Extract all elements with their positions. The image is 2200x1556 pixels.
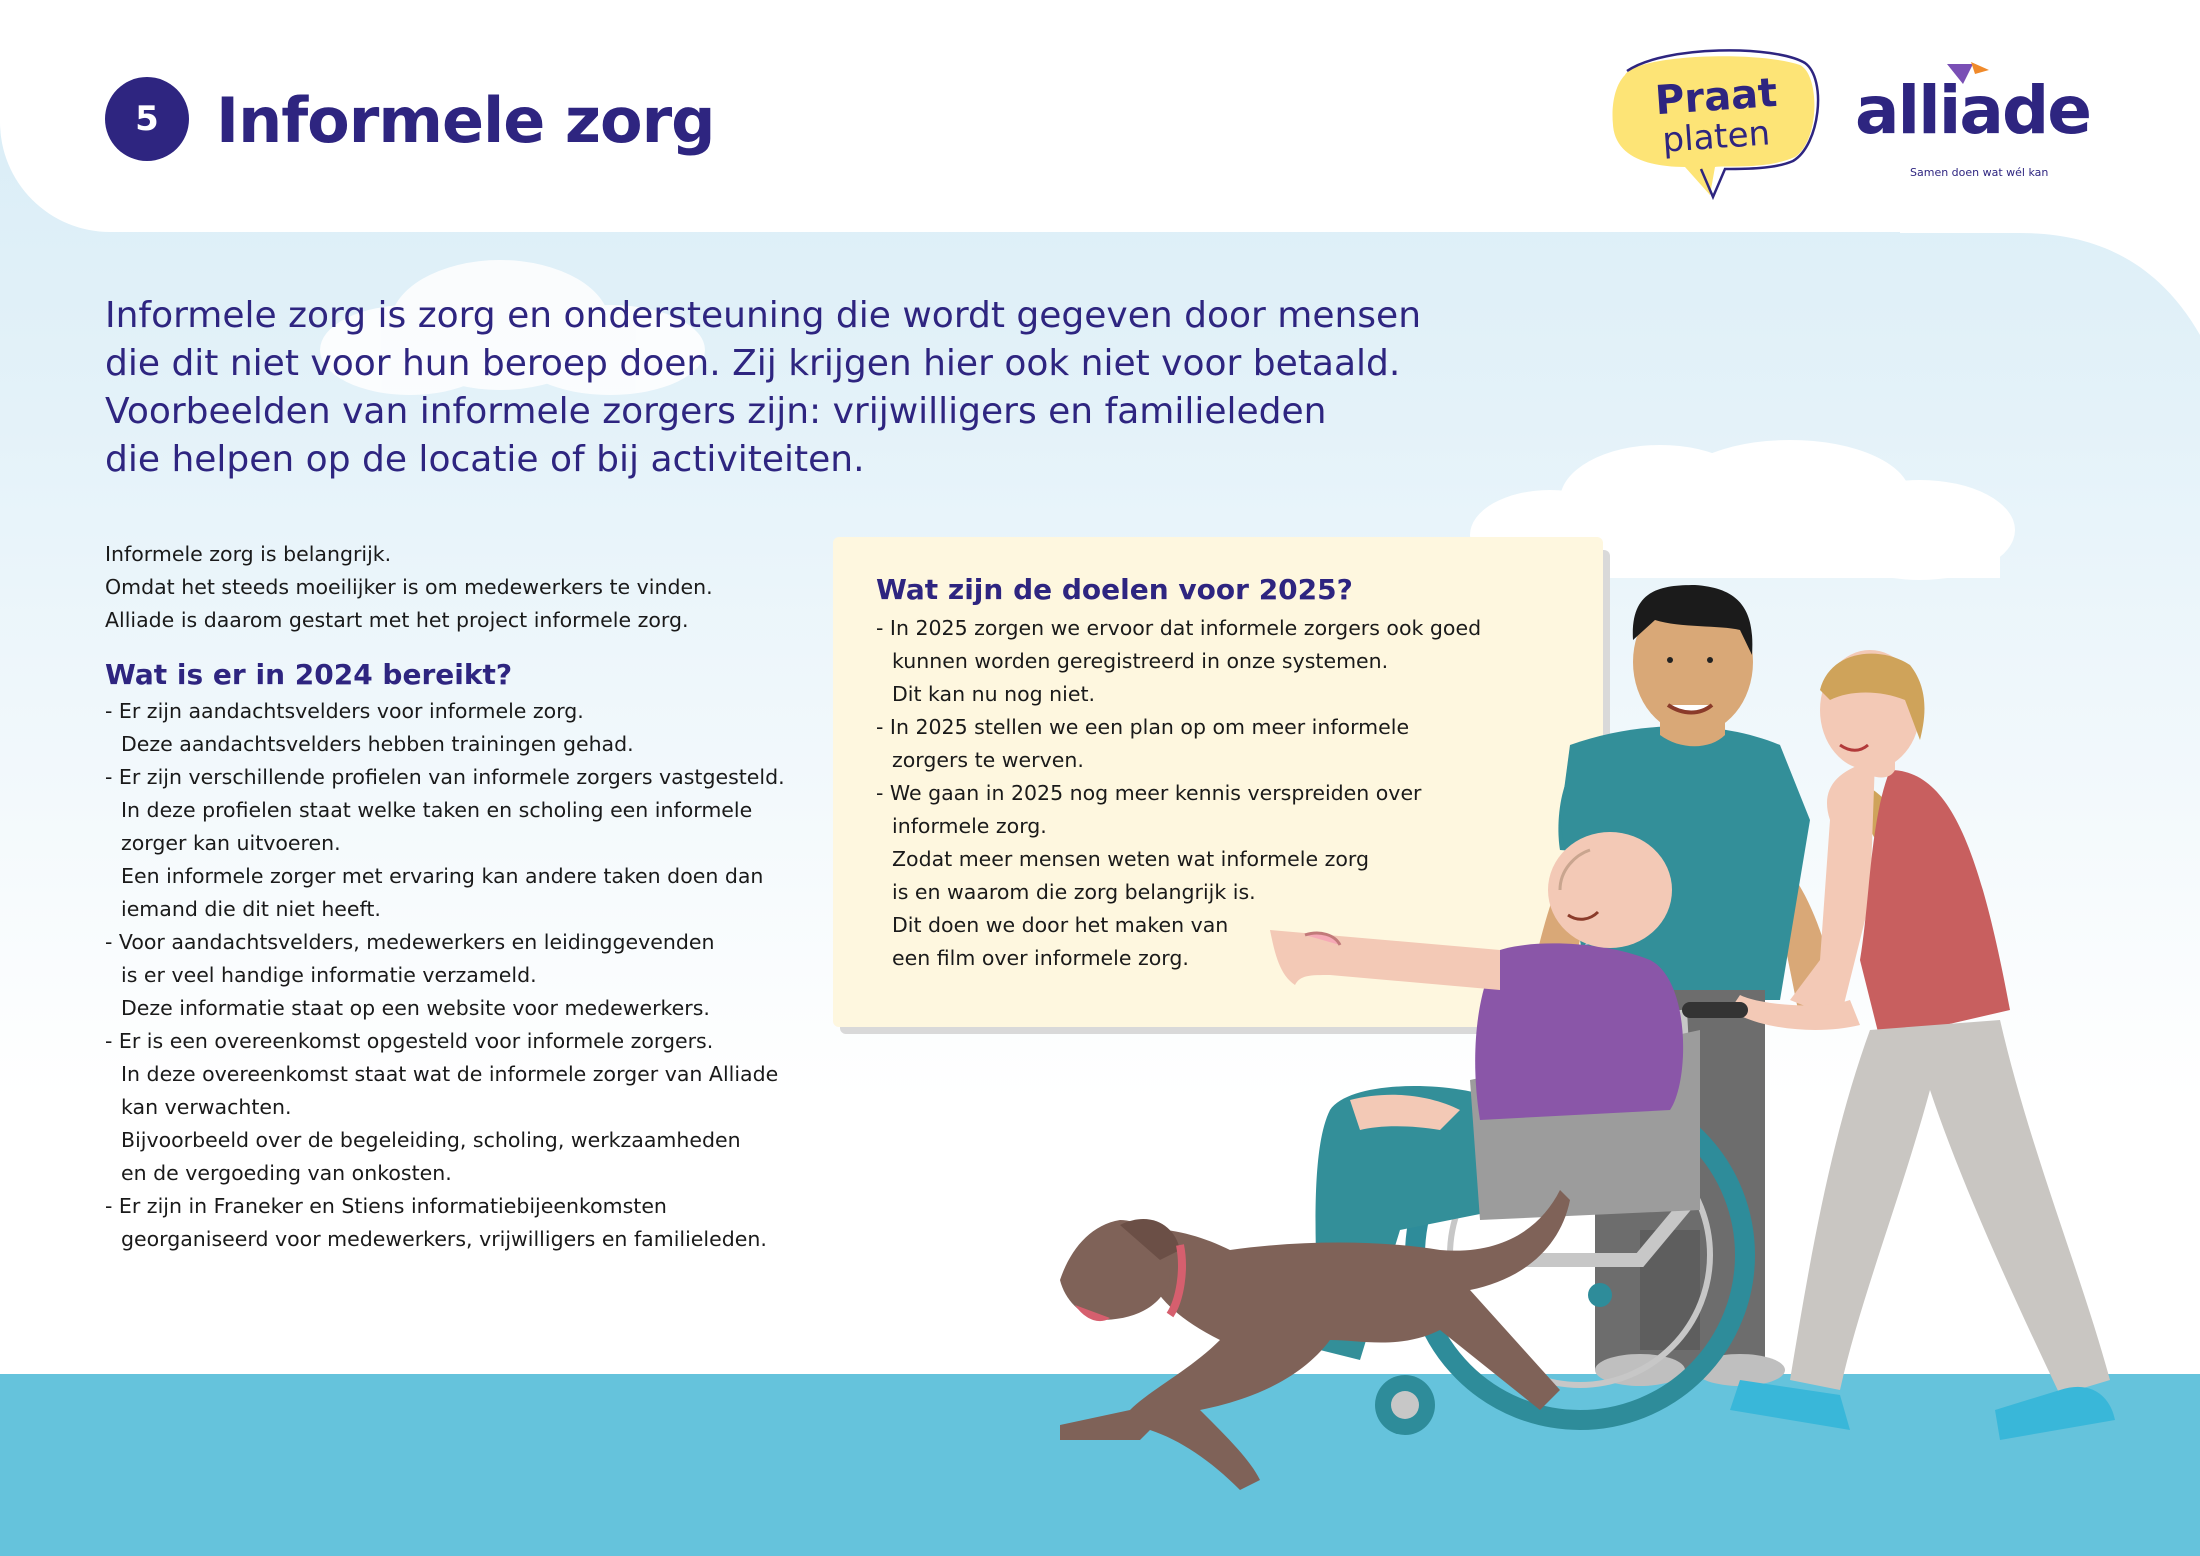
bullet-continuation: kan verwachten. (121, 1095, 292, 1119)
bullet-line: - In 2025 zorgen we ervoor dat informele zorgers ook goed (876, 616, 1482, 640)
bullet-line: - Er zijn in Franeker en Stiens informatiebijeenkomsten (105, 1194, 667, 1218)
bullet-continuation: Bijvoorbeeld over de begeleiding, scholing, werkzaamheden (121, 1128, 741, 1152)
lead-line: Informele zorg is belangrijk. (105, 542, 392, 566)
intro-line: Voorbeelden van informele zorgers zijn: vrijwilligers en familieleden (105, 391, 1327, 432)
bullet-continuation: zorgers te werven. (892, 748, 1084, 772)
goals-heading: Wat zijn de doelen voor 2025? (876, 573, 1353, 606)
bullet-continuation: Een informele zorger met ervaring kan andere taken doen dan (121, 864, 764, 888)
alliade-wordmark: alliade (1855, 72, 2090, 149)
svg-text:platen: platen (1661, 113, 1772, 161)
lead-line: Omdat het steeds moeilijker is om medewerkers te vinden. (105, 575, 713, 599)
bullet-continuation: een film over informele zorg. (892, 946, 1189, 970)
achievements-column (105, 538, 845, 1256)
bullet-continuation: In deze profielen staat welke taken en scholing een informele (121, 798, 753, 822)
page-title: Informele zorg (216, 84, 715, 157)
bullet-continuation: en de vergoeding van onkosten. (121, 1161, 452, 1185)
bullet-line: - In 2025 stellen we een plan op om meer informele (876, 715, 1410, 739)
bullet-line: - Voor aandachtsvelders, medewerkers en leidinggevenden (105, 930, 715, 954)
header-band-curve (1900, 225, 2200, 345)
dog (1060, 1190, 1570, 1490)
bullet-continuation: Dit doen we door het maken van (892, 913, 1229, 937)
bullet-line: - Er zijn verschillende profielen van informele zorgers vastgesteld. (105, 765, 785, 789)
alliade-tagline: Samen doen wat wél kan (1910, 166, 2049, 179)
bullet-continuation: Deze informatie staat op een website voor medewerkers. (121, 996, 710, 1020)
achievements-heading: Wat is er in 2024 bereikt? (105, 658, 513, 691)
intro-line: Informele zorg is zorg en ondersteuning die wordt gegeven door mensen (105, 295, 1422, 336)
bullet-continuation: is er veel handige informatie verzameld. (121, 963, 537, 987)
care-illustration (1040, 560, 2160, 1510)
bullet-line: - Er is een overeenkomst opgesteld voor informele zorgers. (105, 1029, 714, 1053)
bullet-continuation: Dit kan nu nog niet. (892, 682, 1096, 706)
svg-text:Praat: Praat (1653, 69, 1779, 125)
bullet-continuation: iemand die dit niet heeft. (121, 897, 381, 921)
bullet-continuation: zorger kan uitvoeren. (121, 831, 341, 855)
bullet-continuation: georganiseerd voor medewerkers, vrijwilligers en familieleden. (121, 1227, 767, 1251)
bullet-continuation: is en waarom die zorg belangrijk is. (892, 880, 1256, 904)
intro-line: die dit niet voor hun beroep doen. Zij krijgen hier ook niet voor betaald. (105, 343, 1401, 384)
praat-platen-logo (1605, 45, 1825, 205)
intro-text (105, 292, 1625, 484)
bullet-continuation: Zodat meer mensen weten wat informele zorg (892, 847, 1369, 871)
bullet-line: - Er zijn aandachtsvelders voor informele zorg. (105, 699, 584, 723)
bullet-line: - We gaan in 2025 nog meer kennis verspreiden over (876, 781, 1422, 805)
bullet-continuation: kunnen worden geregistreerd in onze systemen. (892, 649, 1389, 673)
intro-line: die helpen op de locatie of bij activiteiten. (105, 439, 865, 480)
lead-line: Alliade is daarom gestart met het project informele zorg. (105, 608, 689, 632)
bullet-continuation: Deze aandachtsvelders hebben trainingen gehad. (121, 732, 634, 756)
bullet-continuation: In deze overeenkomst staat wat de informele zorger van Alliade (121, 1062, 779, 1086)
section-number-badge: 5 (105, 77, 189, 161)
bullet-continuation: informele zorg. (892, 814, 1047, 838)
